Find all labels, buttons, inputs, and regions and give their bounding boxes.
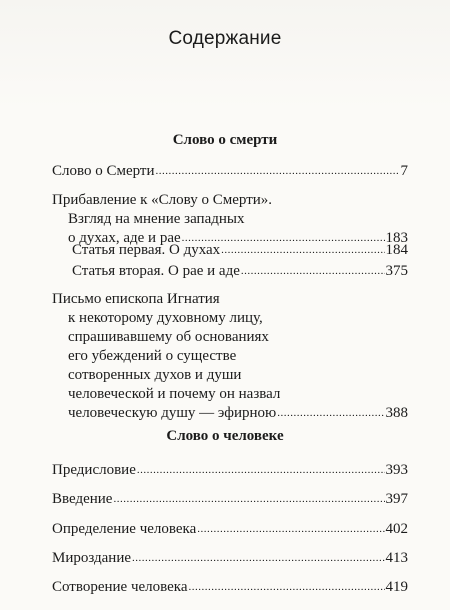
toc-entry-page: 397 [385,491,408,507]
toc-entry-title-line: спрашивавшему об основаниях [68,329,269,345]
toc-entry-title: Статья вторая. О рае и аде [72,263,240,279]
toc-entry-title-line: его убеждений о существе [68,348,237,364]
toc-entry-title: Слово о Смерти [52,163,155,179]
toc-entry-title-line: Прибавление к «Слову о Смерти». [52,192,273,208]
toc-entry-line [68,404,408,424]
toc-entry-page: 402 [385,521,408,537]
toc-entry-title-line: к некоторому духовному лицу, [68,310,263,326]
toc-entry-title: Определение человека [52,521,197,537]
toc-entry-line [52,520,408,540]
toc-entry-title-line: Взгляд на мнение западных [68,211,245,227]
section-heading-death: Слово о смерти [172,132,278,148]
page-title: Содержание [168,28,282,49]
toc-entry-page: 393 [385,462,408,478]
toc-entry-title-line: человеческой и почему он назвал [68,386,281,402]
section-heading-man: Слово о человеке [166,428,284,444]
toc-entry-title-line: о духах, аде и рае [68,230,181,246]
toc-entry-page: 375 [385,263,408,279]
toc-entry-line [72,241,408,261]
toc-leader-dots [221,241,384,260]
toc-entry-page: 413 [385,550,408,566]
toc-entry-title: Мироздание [52,550,132,566]
toc-entry-page: 419 [385,579,408,595]
toc-leader-dots [113,490,384,509]
toc-entry-title: Статья первая. О духах [72,242,221,258]
toc-leader-dots [132,549,384,568]
toc-entry-title-line: сотворенных духов и души [68,367,242,383]
toc-entry-line [52,162,408,182]
toc-entry-line [52,461,408,481]
toc-entry-page: 184 [385,242,408,258]
toc-leader-dots [156,162,400,181]
toc-entry-page: 7 [400,163,408,179]
toc-entry-title: Введение [52,491,113,507]
toc-entry-title-line: Письмо епископа Игнатия [52,291,220,307]
toc-entry-line [72,262,408,282]
toc-leader-dots [277,404,384,423]
toc-entry-line [52,549,408,569]
toc-entry-title: Сотворение человека [52,579,188,595]
toc-entry-line [52,578,408,598]
toc-entry-line [52,490,408,510]
toc-leader-dots [241,262,385,281]
toc-entry-title: Предисловие [52,462,136,478]
toc-entry-page: 183 [385,230,408,246]
toc-leader-dots [197,520,384,539]
toc-entry-title-line: человеческую душу — эфирною [68,405,277,421]
toc-entry-page: 388 [385,405,408,421]
toc-leader-dots [137,461,385,480]
toc-leader-dots [189,578,385,597]
